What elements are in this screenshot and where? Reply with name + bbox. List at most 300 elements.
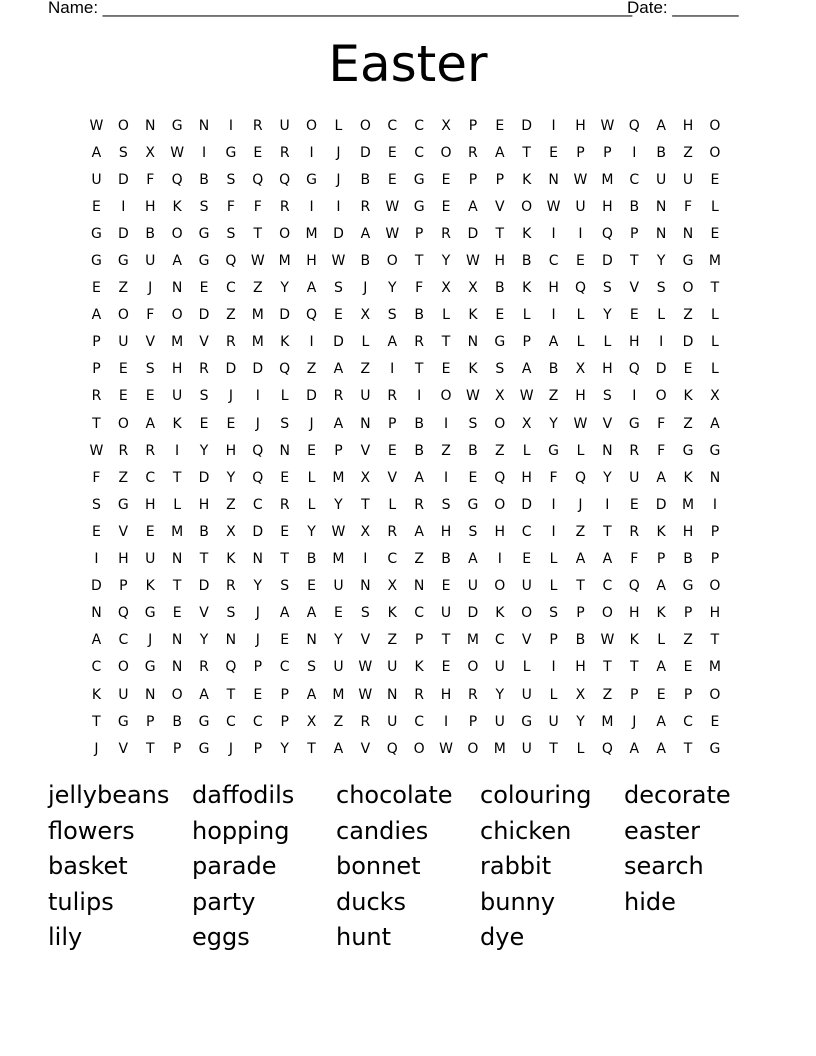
grid-letter: R [333, 388, 344, 405]
grid-letter: P [253, 740, 263, 757]
grid-letter: G [144, 605, 156, 622]
grid-letter: X [710, 388, 720, 405]
grid-letter: L [522, 442, 531, 459]
grid-letter: R [629, 442, 640, 459]
grid-letter: A [91, 307, 102, 324]
grid-letter: R [279, 144, 290, 161]
word-list [48, 778, 768, 956]
grid-letter: R [145, 442, 156, 459]
grid-letter: N [467, 334, 479, 351]
grid-letter: G [548, 442, 560, 459]
grid-letter: W [331, 253, 346, 270]
grid-letter: B [548, 361, 559, 378]
grid-letter: N [279, 442, 290, 459]
grid-letter: Z [548, 388, 559, 405]
grid-letter: R [279, 198, 290, 215]
grid-letter: I [255, 388, 260, 405]
grid-letter: U [682, 171, 694, 188]
grid-letter: O [359, 117, 371, 134]
grid-letter: I [551, 496, 556, 513]
grid-letter: K [280, 334, 290, 351]
grid-letter: V [199, 605, 209, 622]
grid-letter: U [118, 686, 129, 703]
grid-letter: Z [683, 632, 693, 649]
grid-letter: G [306, 171, 317, 188]
grid-letter: R [387, 523, 398, 540]
grid-letter: W [600, 632, 615, 649]
word-list-item: ducks [336, 887, 407, 916]
grid-letter: D [91, 578, 102, 595]
grid-letter: D [198, 307, 210, 324]
grid-letter: S [118, 144, 128, 161]
grid-letter: O [117, 117, 129, 134]
grid-letter: Z [387, 632, 398, 649]
grid-letter: A [656, 740, 666, 757]
grid-letter: H [440, 686, 452, 703]
grid-letter: I [551, 523, 556, 540]
grid-letter: R [91, 388, 102, 405]
grid-letter: J [148, 280, 153, 297]
word-list-item: chicken [480, 816, 572, 845]
grid-letter: L [549, 551, 558, 568]
grid-letter: U [91, 171, 102, 188]
grid-letter: M [601, 171, 614, 188]
grid-letter: O [521, 605, 533, 622]
grid-letter: N [387, 686, 398, 703]
grid-letter: F [92, 469, 101, 486]
grid-letter: X [441, 117, 451, 134]
word-list-item: basket [48, 852, 128, 880]
grid-letter: L [280, 388, 289, 405]
grid-letter: X [521, 415, 532, 432]
grid-letter: A [333, 361, 344, 378]
grid-letter: B [575, 632, 586, 649]
word-list-item: parade [192, 852, 277, 880]
word-list-item: decorate [624, 781, 731, 809]
grid-letter: G [198, 740, 210, 757]
grid-letter: T [414, 361, 424, 378]
grid-letter: E [495, 307, 505, 324]
grid-letter: C [683, 713, 693, 730]
grid-letter: T [629, 659, 639, 676]
grid-letter: O [386, 253, 398, 270]
name-field-label: Name: ________________________________________________________ [48, 0, 633, 17]
grid-letter: Q [279, 361, 291, 378]
grid-letter: T [414, 253, 424, 270]
grid-letter: I [632, 144, 637, 161]
grid-letter: T [576, 578, 585, 595]
grid-letter: E [199, 415, 209, 432]
grid-letter: W [465, 253, 480, 270]
grid-letter: S [145, 361, 155, 378]
grid-letter: M [171, 523, 184, 540]
grid-letter: E [334, 307, 343, 324]
grid-letter: E [387, 144, 397, 161]
grid-letter: Q [252, 469, 264, 486]
grid-letter: H [575, 117, 586, 134]
grid-letter: Q [252, 171, 264, 188]
grid-letter: Z [252, 280, 263, 297]
grid-letter: M [171, 334, 184, 351]
grid-letter: A [629, 740, 640, 757]
grid-letter: D [521, 117, 533, 134]
grid-letter: U [494, 713, 505, 730]
grid-letter: D [521, 496, 533, 513]
grid-letter: B [172, 713, 182, 730]
grid-letter: V [360, 740, 371, 757]
grid-letter: J [228, 740, 233, 757]
grid-letter: W [358, 686, 373, 703]
grid-letter: H [548, 280, 559, 297]
grid-letter: P [172, 740, 182, 757]
grid-letter: U [440, 605, 452, 622]
grid-letter: A [521, 361, 532, 378]
grid-letter: P [683, 686, 693, 703]
grid-letter: O [440, 144, 452, 161]
grid-letter: P [576, 605, 585, 622]
grid-letter: D [198, 469, 210, 486]
grid-letter: E [441, 361, 451, 378]
grid-letter: B [468, 442, 478, 459]
grid-letter: F [253, 198, 262, 215]
word-list-item: dye [480, 923, 525, 951]
grid-letter: O [117, 659, 129, 676]
grid-letter: A [306, 280, 317, 297]
grid-letter: M [601, 713, 614, 730]
grid-letter: I [712, 496, 717, 513]
grid-letter: Q [225, 659, 237, 676]
grid-letter: E [441, 578, 451, 595]
grid-letter: K [414, 659, 424, 676]
grid-letter: M [278, 253, 291, 270]
page-title: Easter [328, 35, 488, 93]
grid-letter: D [467, 605, 479, 622]
grid-letter: P [630, 686, 639, 703]
grid-letter: H [118, 551, 129, 568]
grid-letter: O [494, 415, 506, 432]
grid-letter: Y [603, 469, 612, 486]
grid-letter: K [468, 361, 478, 378]
grid-letter: G [682, 442, 694, 459]
grid-letter: T [683, 740, 693, 757]
grid-letter: V [145, 334, 156, 351]
grid-letter: A [333, 415, 344, 432]
grid-letter: H [602, 198, 613, 215]
grid-letter: K [629, 632, 639, 649]
grid-letter: L [657, 632, 666, 649]
grid-letter: L [334, 117, 343, 134]
grid-letter: Q [225, 253, 237, 270]
grid-letter: O [494, 496, 506, 513]
grid-letter: E [441, 198, 451, 215]
word-list-item: chocolate [336, 781, 453, 809]
grid-letter: G [682, 578, 694, 595]
grid-letter: E [280, 523, 290, 540]
grid-letter: G [521, 713, 533, 730]
grid-letter: U [656, 171, 667, 188]
grid-letter: C [414, 713, 425, 730]
grid-letter: A [602, 551, 613, 568]
grid-letter: E [253, 144, 263, 161]
grid-letter: E [253, 686, 263, 703]
grid-letter: E [576, 253, 585, 270]
grid-letter: A [495, 144, 505, 161]
grid-letter: U [145, 551, 156, 568]
grid-letter: K [656, 523, 666, 540]
grid-letter: S [549, 605, 559, 622]
grid-letter: Z [414, 551, 424, 568]
grid-letter: S [199, 388, 209, 405]
grid-letter: O [709, 117, 721, 134]
grid-letter: G [171, 117, 183, 134]
grid-letter: I [309, 144, 314, 161]
grid-letter: A [279, 605, 290, 622]
grid-letter: N [360, 578, 371, 595]
grid-letter: V [360, 442, 371, 459]
grid-letter: K [522, 280, 532, 297]
grid-letter: N [602, 442, 613, 459]
grid-letter: C [548, 253, 559, 270]
grid-letter: E [118, 388, 128, 405]
word-list-item: party [192, 887, 256, 916]
grid-letter: V [495, 198, 505, 215]
grid-letter: W [519, 388, 534, 405]
word-search-grid [83, 112, 728, 762]
grid-letter: B [495, 280, 505, 297]
grid-letter: I [309, 198, 314, 215]
grid-letter: L [549, 578, 558, 595]
grid-letter: H [144, 496, 156, 513]
grid-letter: F [630, 551, 639, 568]
grid-letter: Q [628, 578, 640, 595]
grid-letter: Z [575, 523, 586, 540]
grid-letter: W [573, 171, 588, 188]
grid-letter: E [280, 632, 290, 649]
grid-letter: W [89, 442, 104, 459]
word-list-item: lily [48, 923, 83, 951]
grid-letter: I [632, 388, 637, 405]
date-field-label: Date: _______ [627, 0, 739, 17]
grid-letter: I [551, 307, 556, 324]
word-list-item: search [624, 852, 704, 880]
grid-letter: I [497, 551, 502, 568]
grid-letter: L [307, 496, 316, 513]
grid-letter: Z [360, 361, 371, 378]
grid-letter: D [279, 307, 291, 324]
grid-letter: W [600, 117, 615, 134]
grid-letter: T [92, 415, 101, 432]
grid-letter: D [117, 171, 129, 188]
grid-letter: T [145, 740, 155, 757]
grid-letter: K [172, 415, 182, 432]
grid-letter: Y [549, 415, 558, 432]
grid-letter: L [388, 496, 397, 513]
grid-letter: J [94, 740, 99, 757]
grid-letter: Q [252, 442, 264, 459]
grid-letter: U [387, 659, 398, 676]
grid-letter: H [682, 523, 694, 540]
grid-letter: E [629, 307, 639, 324]
grid-letter: E [92, 523, 101, 540]
grid-letter: P [710, 551, 720, 568]
grid-letter: F [657, 442, 666, 459]
grid-letter: N [91, 605, 102, 622]
grid-letter: Y [199, 442, 209, 459]
grid-letter: P [414, 632, 424, 649]
grid-letter: A [306, 605, 317, 622]
grid-letter: W [331, 523, 346, 540]
grid-letter: Y [307, 523, 316, 540]
grid-letter: S [495, 361, 505, 378]
grid-letter: A [548, 334, 559, 351]
grid-letter: S [226, 605, 236, 622]
grid-letter: C [226, 280, 236, 297]
grid-letter: X [360, 307, 371, 324]
grid-letter: S [334, 280, 343, 297]
grid-letter: A [414, 469, 424, 486]
grid-letter: F [146, 307, 155, 324]
grid-letter: E [307, 442, 316, 459]
grid-letter: B [360, 253, 371, 270]
grid-letter: L [711, 198, 719, 215]
grid-letter: Y [576, 713, 585, 730]
grid-letter: H [494, 523, 506, 540]
grid-letter: Q [628, 361, 640, 378]
grid-letter: K [522, 225, 532, 242]
grid-letter: J [255, 605, 260, 622]
grid-letter: E [656, 686, 666, 703]
grid-letter: D [252, 523, 264, 540]
grid-letter: I [175, 442, 180, 459]
grid-letter: O [171, 307, 183, 324]
grid-letter: X [226, 523, 236, 540]
grid-letter: S [602, 280, 612, 297]
grid-letter: P [549, 632, 558, 649]
grid-letter: M [332, 469, 345, 486]
grid-letter: I [443, 415, 449, 432]
grid-letter: D [252, 361, 264, 378]
grid-letter: Z [683, 307, 693, 324]
grid-letter: L [361, 334, 370, 351]
grid-letter: F [657, 415, 666, 432]
grid-letter: R [414, 334, 424, 351]
grid-letter: T [199, 551, 209, 568]
grid-letter: W [358, 659, 373, 676]
grid-letter: R [360, 198, 371, 215]
grid-letter: A [414, 523, 424, 540]
grid-letter: O [709, 686, 721, 703]
grid-letter: Z [118, 469, 129, 486]
grid-letter: A [656, 117, 666, 134]
grid-letter: O [709, 144, 721, 161]
grid-letter: U [279, 117, 290, 134]
grid-letter: A [656, 469, 666, 486]
grid-letter: E [307, 578, 316, 595]
grid-letter: Z [495, 442, 505, 459]
grid-letter: T [603, 659, 612, 676]
grid-letter: W [250, 253, 265, 270]
grid-letter: L [576, 334, 585, 351]
grid-letter: Z [602, 686, 613, 703]
grid-letter: U [494, 659, 505, 676]
grid-letter: U [521, 686, 532, 703]
grid-letter: E [145, 523, 155, 540]
grid-letter: P [630, 225, 639, 242]
grid-letter: H [440, 523, 452, 540]
grid-letter: P [683, 605, 693, 622]
grid-letter: Q [574, 280, 586, 297]
grid-letter: T [172, 469, 182, 486]
grid-letter: R [414, 496, 424, 513]
grid-letter: P [92, 361, 101, 378]
grid-letter: L [576, 442, 585, 459]
word-list-item: daffodils [192, 781, 295, 809]
word-list-item: rabbit [480, 852, 552, 880]
grid-letter: M [332, 551, 345, 568]
grid-letter: D [225, 361, 237, 378]
grid-letter: U [145, 253, 156, 270]
grid-letter: J [336, 171, 341, 188]
grid-letter: O [117, 307, 129, 324]
grid-letter: I [605, 496, 610, 513]
grid-letter: O [171, 686, 183, 703]
grid-letter: H [171, 361, 183, 378]
grid-letter: N [171, 659, 183, 676]
grid-letter: A [468, 551, 478, 568]
grid-letter: R [468, 686, 478, 703]
grid-letter: Y [495, 686, 505, 703]
grid-letter: B [656, 144, 666, 161]
grid-letter: U [171, 388, 183, 405]
grid-letter: N [171, 632, 183, 649]
word-list-item: tulips [48, 887, 114, 916]
grid-letter: M [708, 659, 721, 676]
grid-letter: H [144, 198, 156, 215]
grid-letter: B [629, 198, 640, 215]
grid-letter: B [199, 523, 209, 540]
grid-letter: T [280, 551, 289, 568]
grid-letter: U [360, 388, 371, 405]
grid-letter: S [280, 415, 290, 432]
grid-letter: L [522, 307, 531, 324]
grid-letter: D [117, 225, 129, 242]
grid-letter: H [198, 496, 210, 513]
grid-letter: T [172, 578, 182, 595]
grid-letter: O [467, 740, 479, 757]
word-list-item: bunny [480, 887, 556, 916]
grid-letter: L [576, 307, 585, 324]
grid-letter: A [468, 198, 478, 215]
grid-letter: A [656, 659, 666, 676]
grid-letter: N [655, 198, 667, 215]
grid-letter: D [682, 334, 694, 351]
grid-letter: H [628, 334, 640, 351]
grid-letter: U [548, 713, 559, 730]
grid-letter: W [573, 415, 588, 432]
grid-letter: U [387, 713, 398, 730]
grid-letter: O [682, 280, 694, 297]
grid-letter: C [602, 578, 613, 595]
grid-letter: A [575, 551, 586, 568]
grid-letter: S [92, 496, 101, 513]
grid-letter: Y [226, 469, 236, 486]
grid-letter: A [656, 713, 666, 730]
grid-letter: N [655, 225, 667, 242]
grid-letter: P [468, 713, 478, 730]
grid-letter: L [657, 307, 666, 324]
grid-letter: A [91, 632, 102, 649]
grid-letter: Q [574, 469, 586, 486]
